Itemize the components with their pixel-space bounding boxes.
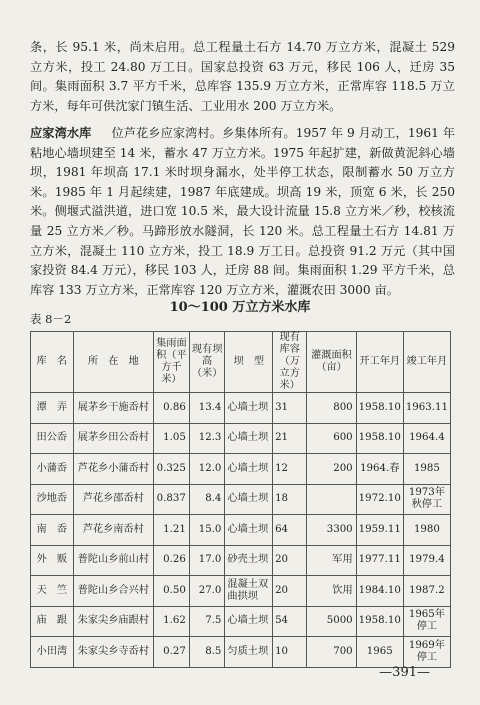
table-cell: 31 <box>273 393 307 424</box>
table-cell: 8.5 <box>189 637 225 668</box>
table-cell: 普陀山乡前山村 <box>73 545 153 576</box>
table-row <box>31 606 451 637</box>
table-cell: 15.0 <box>189 515 225 546</box>
table-cell: 0.26 <box>153 545 189 576</box>
table-row <box>31 454 451 485</box>
table-row <box>31 423 451 454</box>
table-row <box>31 484 451 515</box>
table-cell: 200 <box>307 454 356 485</box>
page-number: —391— <box>379 665 430 680</box>
reservoir-table <box>30 331 451 668</box>
column-header: 集雨面积（平方千米） <box>153 332 189 393</box>
column-header: 竣工年月 <box>403 332 450 393</box>
table-cell: 17.0 <box>189 545 225 576</box>
table-cell: 芦花乡南岙村 <box>73 515 153 546</box>
table-cell: 1965年停工 <box>403 606 450 637</box>
table-cell: 20 <box>273 545 307 576</box>
table-cell: 芦花乡邵岙村 <box>73 484 153 515</box>
table-row <box>31 545 451 576</box>
table-cell: 小蒲岙 <box>31 454 74 485</box>
table-cell: 1985 <box>403 454 450 485</box>
column-header: 坝 型 <box>225 332 273 393</box>
table-cell: 1.21 <box>153 515 189 546</box>
table-cell: 心墙土坝 <box>225 606 273 637</box>
table-cell: 3300 <box>307 515 356 546</box>
table-cell: 1984.10 <box>356 576 403 607</box>
table-cell: 1973年秋停工 <box>403 484 450 515</box>
table-cell: 展茅乡干施岙村 <box>73 393 153 424</box>
table-cell: 心墙土坝 <box>225 423 273 454</box>
table-cell: 12.3 <box>189 423 225 454</box>
table-cell: 12 <box>273 454 307 485</box>
table-cell: 芦花乡小蒲岙村 <box>73 454 153 485</box>
table-cell: 1.62 <box>153 606 189 637</box>
table-cell: 1958.10 <box>356 423 403 454</box>
table-cell: 混凝土双曲拱坝 <box>225 576 273 607</box>
table-cell: 600 <box>307 423 356 454</box>
table-row <box>31 576 451 607</box>
table-cell: 心墙土坝 <box>225 484 273 515</box>
table-cell: 0.50 <box>153 576 189 607</box>
table-cell: 潭 弄 <box>31 393 74 424</box>
column-header: 灌溉面积（亩） <box>307 332 356 393</box>
table-cell: 南 岙 <box>31 515 74 546</box>
table-cell: 54 <box>273 606 307 637</box>
table-cell: 1958.10 <box>356 393 403 424</box>
table-cell: 700 <box>307 637 356 668</box>
table-row <box>31 637 451 668</box>
table-label: 表 8－2 <box>30 312 72 326</box>
section-body: 位芦花乡应家湾村。乡集体所有。1957 年 9 月动工，1961 年粘地心墙坝建至 14 米，蓄水 47 万立方米。1975 年起扩建，新做黄泥斜心墙坝，1981 年坝高 17.1 米时坝身漏水，处半停工状态，限制蓄水 50 万立方米。1985 年 1 月起续建，1987 年底建成。坝高 19 米，顶宽 6 米，长 250 米。侧堰式溢洪道，进口宽 10.5 米，最大设计流量 15.8 立方米／秒，校核流量 25 立方米／秒。马蹄形放水隧洞，长 120 米。总工程量土石方 14.81 万立方米，混凝土 110 立方米，投工 18.9 万工日。总投资 91.2 万元（其中国家投资 84.4 万元），移民 103 人，迁房 88 间。集雨面积 1.29 平方千米，总库容 133 万立方米，正常库容 120 万立方米，灌溉农田 3000 亩。 <box>30 126 455 297</box>
table-cell: 军用 <box>307 545 356 576</box>
table-cell: 0.27 <box>153 637 189 668</box>
table-cell: 小田湾 <box>31 637 74 668</box>
table-cell: 27.0 <box>189 576 225 607</box>
table-cell: 心墙土坝 <box>225 515 273 546</box>
table-cell: 天 竺 <box>31 576 74 607</box>
table-cell: 1969年停工 <box>403 637 450 668</box>
table-cell: 13.4 <box>189 393 225 424</box>
paragraph-continued: 条，长 95.1 米，尚未启用。总工程量土石方 14.70 万立方米，混凝土 529 立方米，投工 24.80 万工日。国家总投资 63 万元，移民 106 人，迁房 35 间。集雨面积 3.7 平方千米，总库容 135.9 万立方米，正常库容 118.5 万立方米，每年可供沈家门镇生活、工业用水 200 万立方米。 <box>30 40 455 113</box>
table-row <box>31 515 451 546</box>
table-cell: 1964.春 <box>356 454 403 485</box>
table-cell: 饮用 <box>307 576 356 607</box>
paragraph-yingjiawan <box>30 124 455 300</box>
table-cell: 1.05 <box>153 423 189 454</box>
table-cell: 1959.11 <box>356 515 403 546</box>
column-header: 库 名 <box>31 332 74 393</box>
section-heading: 应家湾水库 <box>30 126 92 140</box>
table-cell: 外 贩 <box>31 545 74 576</box>
table-cell: 1958.10 <box>356 606 403 637</box>
table-cell: 1979.4 <box>403 545 450 576</box>
table-cell: 10 <box>273 637 307 668</box>
table-cell: 1964.4 <box>403 423 450 454</box>
table-cell: 1980 <box>403 515 450 546</box>
table-cell: 1972.10 <box>356 484 403 515</box>
table-cell: 1965 <box>356 637 403 668</box>
table-cell: 0.837 <box>153 484 189 515</box>
table-cell: 普陀山乡合兴村 <box>73 576 153 607</box>
table-cell: 匀质土坝 <box>225 637 273 668</box>
table-cell: 庙 跟 <box>31 606 74 637</box>
table-cell: 1977.11 <box>356 545 403 576</box>
table-cell: 沙地岙 <box>31 484 74 515</box>
table-cell <box>307 484 356 515</box>
table-cell: 800 <box>307 393 356 424</box>
table-cell: 8.4 <box>189 484 225 515</box>
column-header: 现有坝高（米） <box>189 332 225 393</box>
table-cell: 21 <box>273 423 307 454</box>
table-header-row <box>31 332 451 393</box>
table-cell: 朱家尖乡寺岙村 <box>73 637 153 668</box>
table-cell: 心墙土坝 <box>225 393 273 424</box>
table-cell: 7.5 <box>189 606 225 637</box>
table-cell: 砂壳土坝 <box>225 545 273 576</box>
table-row <box>31 393 451 424</box>
table-cell: 展茅乡田公岙村 <box>73 423 153 454</box>
table-cell: 0.325 <box>153 454 189 485</box>
table-cell: 朱家尖乡庙跟村 <box>73 606 153 637</box>
table-cell: 1963.11 <box>403 393 450 424</box>
table-cell: 18 <box>273 484 307 515</box>
table-cell: 64 <box>273 515 307 546</box>
table-cell: 田公岙 <box>31 423 74 454</box>
table-cell: 心墙土坝 <box>225 454 273 485</box>
table-cell: 1987.2 <box>403 576 450 607</box>
column-header: 所 在 地 <box>73 332 153 393</box>
table-cell: 20 <box>273 576 307 607</box>
column-header: 开工年月 <box>356 332 403 393</box>
table-cell: 0.86 <box>153 393 189 424</box>
table-title: 10～100 万立方米水库 <box>169 300 311 315</box>
column-header: 现有库容（万立方米） <box>273 332 307 393</box>
table-cell: 5000 <box>307 606 356 637</box>
table-cell: 12.0 <box>189 454 225 485</box>
